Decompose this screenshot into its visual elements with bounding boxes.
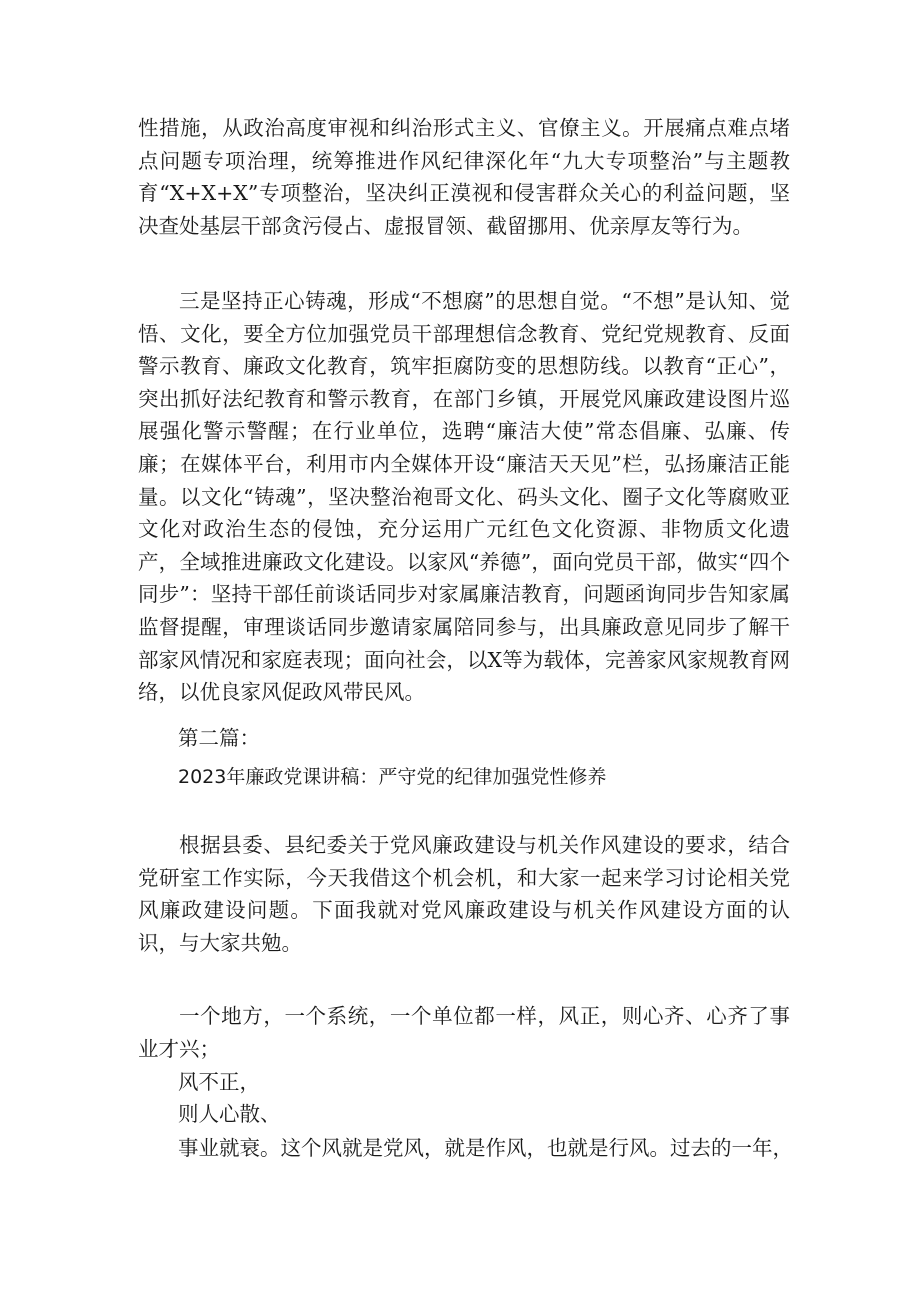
paragraph-2: 三是坚持正心铸魂，形成“不想腐”的思想自觉。“不想”是认知、觉悟、文化，要全方位加强党员干部理想信念教育、党纪党规教育、反面警示教育、廉政文化教育，筑牢拒腐防变的思想防线。以教育“正心”，突出抓好法纪教育和警示教育，在部门乡镇，开展党风廉政建设图片巡展强化警示警醒；在行业单位，选聘“廉洁大使”常态倡廉、弘廉、传廉；在媒体平台，利用市内全媒体开设“廉洁天天见”栏，弘扬廉洁正能量。以文化“铸魂”，坚决整治袍哥文化、码头文化、圈子文化等腐败亚文化对政治生态的侵蚀，充分运用广元红色文化资源、非物质文化遗产，全域推进廉政文化建设。以家风“养德”，面向党员干部，做实“四个同步”：坚持干部任前谈话同步对家属廉洁教育，问题函询同步告知家属监督提醒，审理谈话同步邀请家属陪同参与，出具廉政意见同步了解干部家风情况和家庭表现；面向社会，以X等为载体，完善家风家规教育网络，以优良家风促政风带民风。: [138, 289, 790, 705]
text-line-2: 则人心散、: [178, 1102, 281, 1126]
text-line-1: 风不正，: [178, 1070, 260, 1094]
section-heading: 第二篇：: [178, 726, 260, 750]
paragraph-1: 性措施，从政治高度审视和纠治形式主义、官僚主义。开展痛点难点堵点问题专项治理，统筹推进作风纪律深化年“九大专项整治”与主题教育“X+X+X”专项整治，坚决纠正漠视和侵害群众关心的利益问题，坚决查处基层干部贪污侵占、虚报冒领、截留挪用、优亲厚友等行为。: [138, 116, 790, 238]
text-line-3: 事业就衰。这个风就是党风，就是作风，也就是行风。过去的一年，: [178, 1136, 793, 1160]
section-title: 2023年廉政党课讲稿：严守党的纪律加强党性修养: [178, 766, 607, 788]
paragraph-3: 根据县委、县纪委关于党风廉政建设与机关作风建设的要求，结合党研室工作实际，今天我借这个机会机，和大家一起来学习讨论相关党风廉政建设问题。下面我就对党风廉政建设与机关作风建设方面的认识，与大家共勉。: [138, 833, 790, 955]
paragraph-4: 一个地方，一个系统，一个单位都一样，风正，则心齐、心齐了事业才兴；: [138, 1004, 790, 1061]
